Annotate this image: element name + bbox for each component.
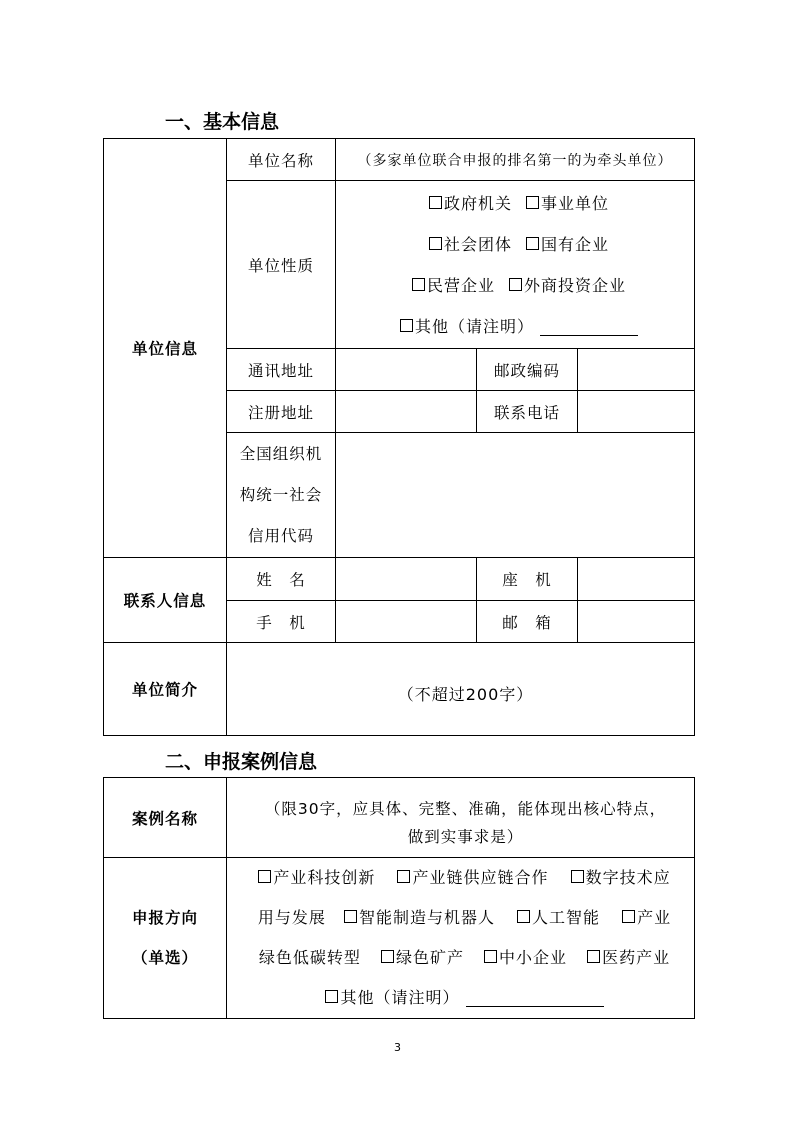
case-name-label: 案例名称 xyxy=(104,778,227,858)
option-gov: 政府机关 xyxy=(443,193,512,213)
checkbox[interactable] xyxy=(400,319,413,332)
option-direction-other: 其他（请注明） xyxy=(340,988,460,1007)
case-name-hint-line-2: 做到实事求是） xyxy=(407,827,524,846)
unit-name-label: 单位名称 xyxy=(227,139,336,181)
section-title-basic-info: 一、基本信息 xyxy=(165,111,280,133)
option-social-group: 社会团体 xyxy=(443,234,512,254)
direction-options xyxy=(227,858,695,1019)
checkbox[interactable] xyxy=(526,196,539,209)
unit-name-field[interactable] xyxy=(336,139,695,181)
contact-table xyxy=(103,557,695,736)
email-field[interactable] xyxy=(578,601,695,643)
option-smart-manufacturing: 智能制造与机器人 xyxy=(358,908,495,927)
checkbox[interactable] xyxy=(412,278,425,291)
checkbox[interactable] xyxy=(526,237,539,250)
other-blank-line[interactable] xyxy=(540,319,638,336)
checkbox[interactable] xyxy=(509,278,522,291)
landline-field[interactable] xyxy=(578,558,695,601)
checkbox[interactable] xyxy=(429,196,442,209)
checkbox[interactable] xyxy=(325,990,338,1003)
checkbox[interactable] xyxy=(344,910,357,923)
option-digital-tech-cont: 用与发展 xyxy=(257,908,326,927)
intro-field[interactable] xyxy=(227,643,695,736)
intro-hint: （不超过200字） xyxy=(397,684,534,704)
phone-field[interactable] xyxy=(578,391,695,433)
unit-nature-options xyxy=(336,181,695,349)
option-private: 民营企业 xyxy=(426,275,495,295)
credit-code-label: 全国组织机 构统一社会 信用代码 xyxy=(227,433,336,558)
reg-address-label: 注册地址 xyxy=(227,391,336,433)
direction-label: 申报方向 （单选） xyxy=(104,858,227,1019)
checkbox[interactable] xyxy=(258,870,271,883)
checkbox[interactable] xyxy=(622,910,635,923)
contact-name-label: 姓 名 xyxy=(227,558,336,601)
reg-address-field[interactable] xyxy=(336,391,477,433)
option-institution: 事业单位 xyxy=(541,193,610,213)
mobile-field[interactable] xyxy=(336,601,477,643)
contact-name-field[interactable] xyxy=(336,558,477,601)
option-green-minerals: 绿色矿产 xyxy=(395,948,464,967)
checkbox[interactable] xyxy=(484,950,497,963)
option-supply-chain: 产业链供应链合作 xyxy=(412,868,549,887)
checkbox[interactable] xyxy=(429,237,442,250)
unit-name-hint: （多家单位联合申报的排名第一的为牵头单位） xyxy=(357,152,673,169)
contact-group-label: 联系人信息 xyxy=(104,558,227,643)
phone-label: 联系电话 xyxy=(477,391,578,433)
credit-code-field[interactable] xyxy=(336,433,695,558)
checkbox[interactable] xyxy=(587,950,600,963)
option-industry: 产业 xyxy=(637,908,672,927)
postcode-label: 邮政编码 xyxy=(477,349,578,391)
address-label: 通讯地址 xyxy=(227,349,336,391)
option-pharma: 医药产业 xyxy=(602,948,671,967)
option-sme: 中小企业 xyxy=(499,948,568,967)
option-digital-tech: 数字技术应 xyxy=(585,868,671,887)
section-title-case-info: 二、申报案例信息 xyxy=(165,751,318,773)
case-name-field[interactable] xyxy=(227,778,695,858)
option-ai: 人工智能 xyxy=(532,908,601,927)
option-green-lowcarbon: 绿色低碳转型 xyxy=(258,948,361,967)
checkbox[interactable] xyxy=(381,950,394,963)
address-field[interactable] xyxy=(336,349,477,391)
checkbox[interactable] xyxy=(517,910,530,923)
postcode-field[interactable] xyxy=(578,349,695,391)
intro-label: 单位简介 xyxy=(104,643,227,736)
case-name-hint-line-1: （限30字，应具体、完整、准确，能体现出核心特点， xyxy=(264,799,667,818)
unit-nature-label: 单位性质 xyxy=(227,181,336,349)
direction-other-blank-line[interactable] xyxy=(466,990,604,1007)
landline-label: 座 机 xyxy=(477,558,578,601)
email-label: 邮 箱 xyxy=(477,601,578,643)
option-foreign: 外商投资企业 xyxy=(524,275,627,295)
basic-info-table xyxy=(103,138,695,558)
checkbox[interactable] xyxy=(397,870,410,883)
option-tech-innovation: 产业科技创新 xyxy=(273,868,376,887)
checkbox[interactable] xyxy=(571,870,584,883)
option-state-owned: 国有企业 xyxy=(541,234,610,254)
option-other: 其他（请注明） xyxy=(415,316,535,336)
mobile-label: 手 机 xyxy=(227,601,336,643)
page-number: 3 xyxy=(394,1041,401,1054)
case-info-table xyxy=(103,777,695,1019)
unit-info-group-label: 单位信息 xyxy=(104,139,227,558)
